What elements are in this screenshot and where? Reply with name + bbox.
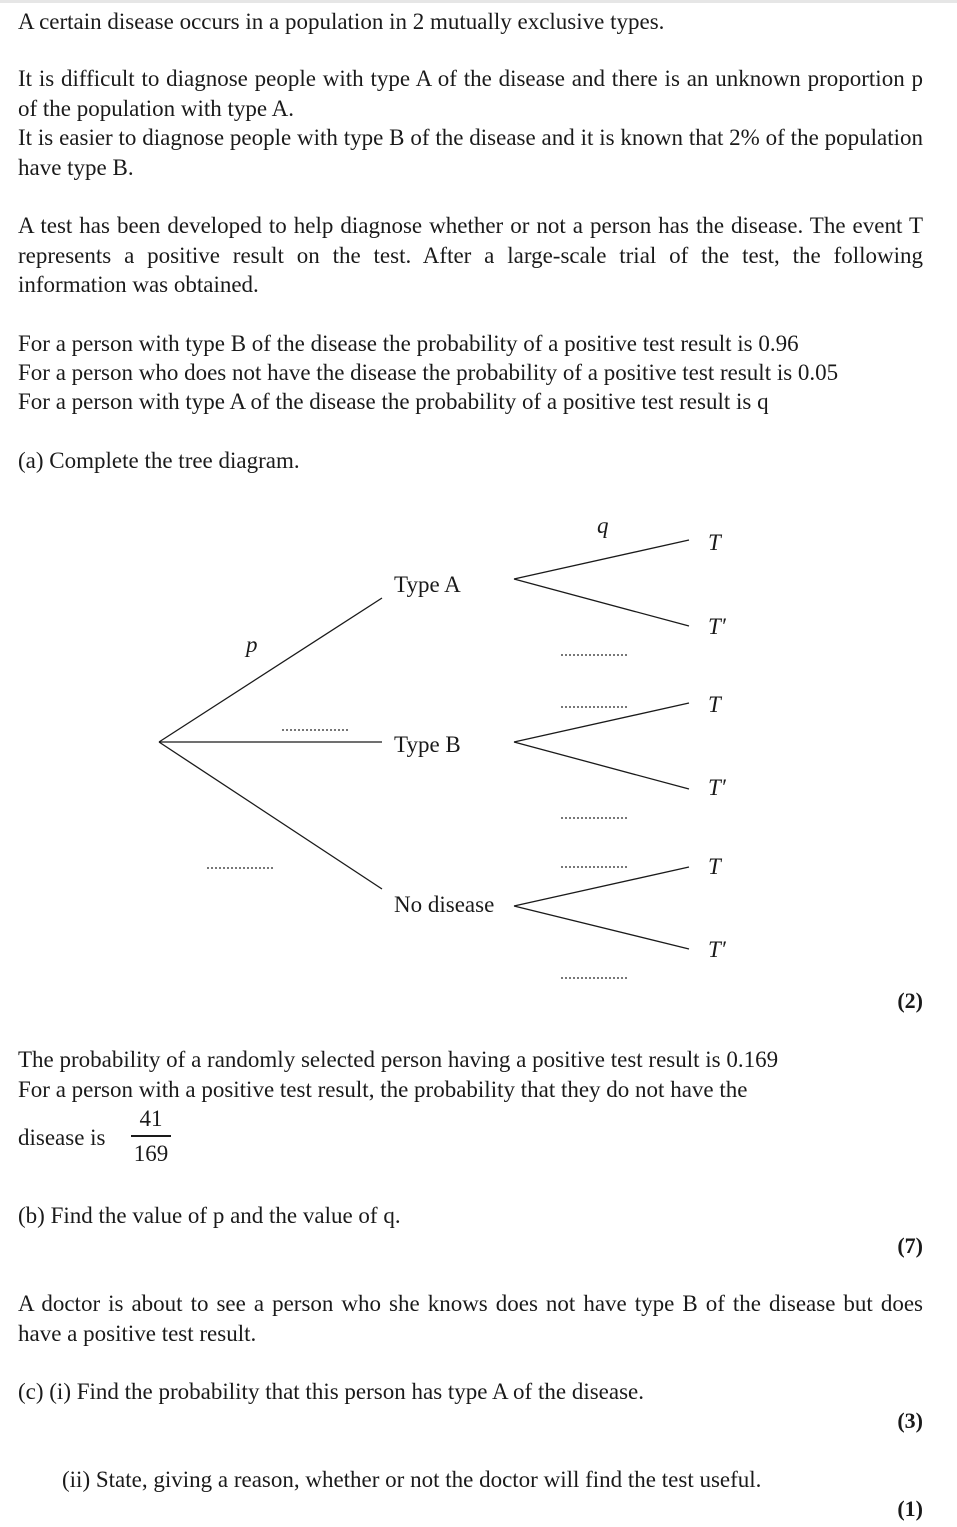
fraction-denominator: 169 bbox=[133, 1141, 169, 1166]
info-line-type-a: For a person with type A of the disease the probability of a positive test result is q bbox=[18, 389, 769, 414]
type-b-description: It is easier to diagnose people with type B of the disease and it is known that 2% of the population have type B. bbox=[18, 125, 923, 180]
fraction-bar bbox=[131, 1135, 171, 1137]
outcome-b-t: T bbox=[708, 692, 721, 717]
node-type-a: Type A bbox=[394, 572, 461, 597]
doctor-scenario: A doctor is about to see a person who she knows does not have type B of the disease but does have a positive test result. bbox=[18, 1291, 923, 1346]
branch-b-tprime bbox=[514, 742, 689, 789]
marks-part-c-ii: (1) bbox=[897, 1496, 923, 1521]
info-line-no-disease: For a person who does not have the disease the probability of a positive test result is 0.05 bbox=[18, 360, 839, 385]
outcome-n-t: T bbox=[708, 854, 721, 879]
answer-blank-type-b[interactable] bbox=[282, 729, 348, 731]
marks-part-c-i: (3) bbox=[897, 1408, 923, 1433]
conditional-probability-text: For a person with a positive test result, the probability that they do not have the bbox=[18, 1077, 748, 1102]
answer-blank-a-tprime[interactable] bbox=[561, 654, 627, 656]
answer-blank-no-disease[interactable] bbox=[207, 867, 273, 869]
part-b-question: (b) Find the value of p and the value of q. bbox=[18, 1203, 401, 1228]
marks-part-a: (2) bbox=[897, 988, 923, 1013]
part-a-question: (a) Complete the tree diagram. bbox=[18, 448, 300, 473]
branch-a-tprime bbox=[514, 579, 689, 626]
outcome-b-tprime: T′ bbox=[708, 775, 726, 800]
conditional-probability-prefix: disease is bbox=[18, 1125, 106, 1150]
fraction-numerator: 41 bbox=[139, 1106, 163, 1131]
answer-blank-b-tprime[interactable] bbox=[561, 817, 627, 819]
node-no-disease: No disease bbox=[394, 892, 495, 917]
node-type-b: Type B bbox=[394, 732, 461, 757]
branch-b-t bbox=[514, 703, 689, 742]
outcome-n-tprime: T′ bbox=[708, 937, 726, 962]
answer-blank-n-tprime[interactable] bbox=[561, 977, 627, 979]
branch-a-t bbox=[514, 540, 689, 579]
marks-part-b: (7) bbox=[897, 1233, 923, 1258]
part-c-i-question: (c) (i) Find the probability that this person has type A of the disease. bbox=[18, 1379, 644, 1404]
label-p: p bbox=[246, 632, 258, 657]
branch-type-a bbox=[159, 598, 382, 742]
branch-n-t bbox=[514, 867, 689, 906]
info-line-type-b: For a person with type B of the disease the probability of a positive test result is 0.96 bbox=[18, 331, 799, 356]
branch-n-tprime bbox=[514, 906, 689, 949]
type-a-description: It is difficult to diagnose people with type A of the disease and there is an unknown proportion p of the population with type A. bbox=[18, 66, 923, 121]
outcome-a-t: T bbox=[708, 530, 721, 555]
outcome-a-tprime: T′ bbox=[708, 614, 726, 639]
positive-probability-text: The probability of a randomly selected person having a positive test result is 0.169 bbox=[18, 1047, 779, 1072]
answer-blank-b-t[interactable] bbox=[561, 706, 627, 708]
label-q: q bbox=[597, 513, 609, 538]
answer-blank-n-t[interactable] bbox=[561, 866, 627, 868]
part-c-ii-question: (ii) State, giving a reason, whether or not the doctor will find the test useful. bbox=[62, 1467, 762, 1492]
test-description: A test has been developed to help diagnose whether or not a person has the disease. The event T represents a positive result on the test. After a large-scale trial of the test, the following information was obtained. bbox=[18, 213, 923, 297]
intro-text: A certain disease occurs in a population in 2 mutually exclusive types. bbox=[18, 9, 665, 34]
